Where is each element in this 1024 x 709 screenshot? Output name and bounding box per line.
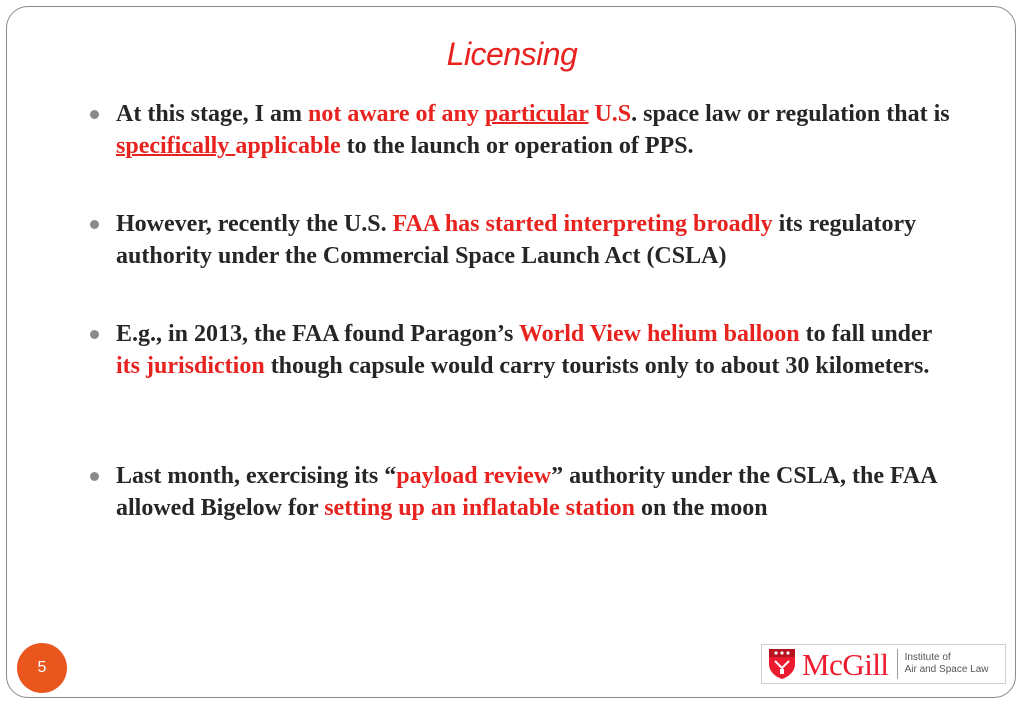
- slide-number-badge: [17, 643, 67, 693]
- slide-number: 5: [37, 659, 47, 676]
- logo-divider: [897, 649, 898, 679]
- slide-title: Licensing: [446, 36, 578, 72]
- bullet-3: E.g., in 2013, the FAA found Paragon’s World View helium balloon to fall under its jurisdiction though capsule would carry tourists only to about 30 kilometers.: [116, 318, 956, 382]
- mcgill-crest-icon: [768, 648, 796, 680]
- bullet-4: Last month, exercising its “payload review” authority under the CSLA, the FAA allowed Bigelow for setting up an inflatable station on the moon: [116, 460, 956, 524]
- logo-wordmark: McGill: [802, 646, 889, 682]
- bullet-1: At this stage, I am not aware of any particular U.S. space law or regulation that is specifically applicable to the launch or operation of PPS.: [116, 98, 956, 162]
- bullet-2: However, recently the U.S. FAA has started interpreting broadly its regulatory authority under the Commercial Space Launch Act (CSLA): [116, 208, 956, 272]
- institute-name: Institute of Air and Space Law: [904, 652, 989, 675]
- mcgill-logo: [761, 644, 1006, 684]
